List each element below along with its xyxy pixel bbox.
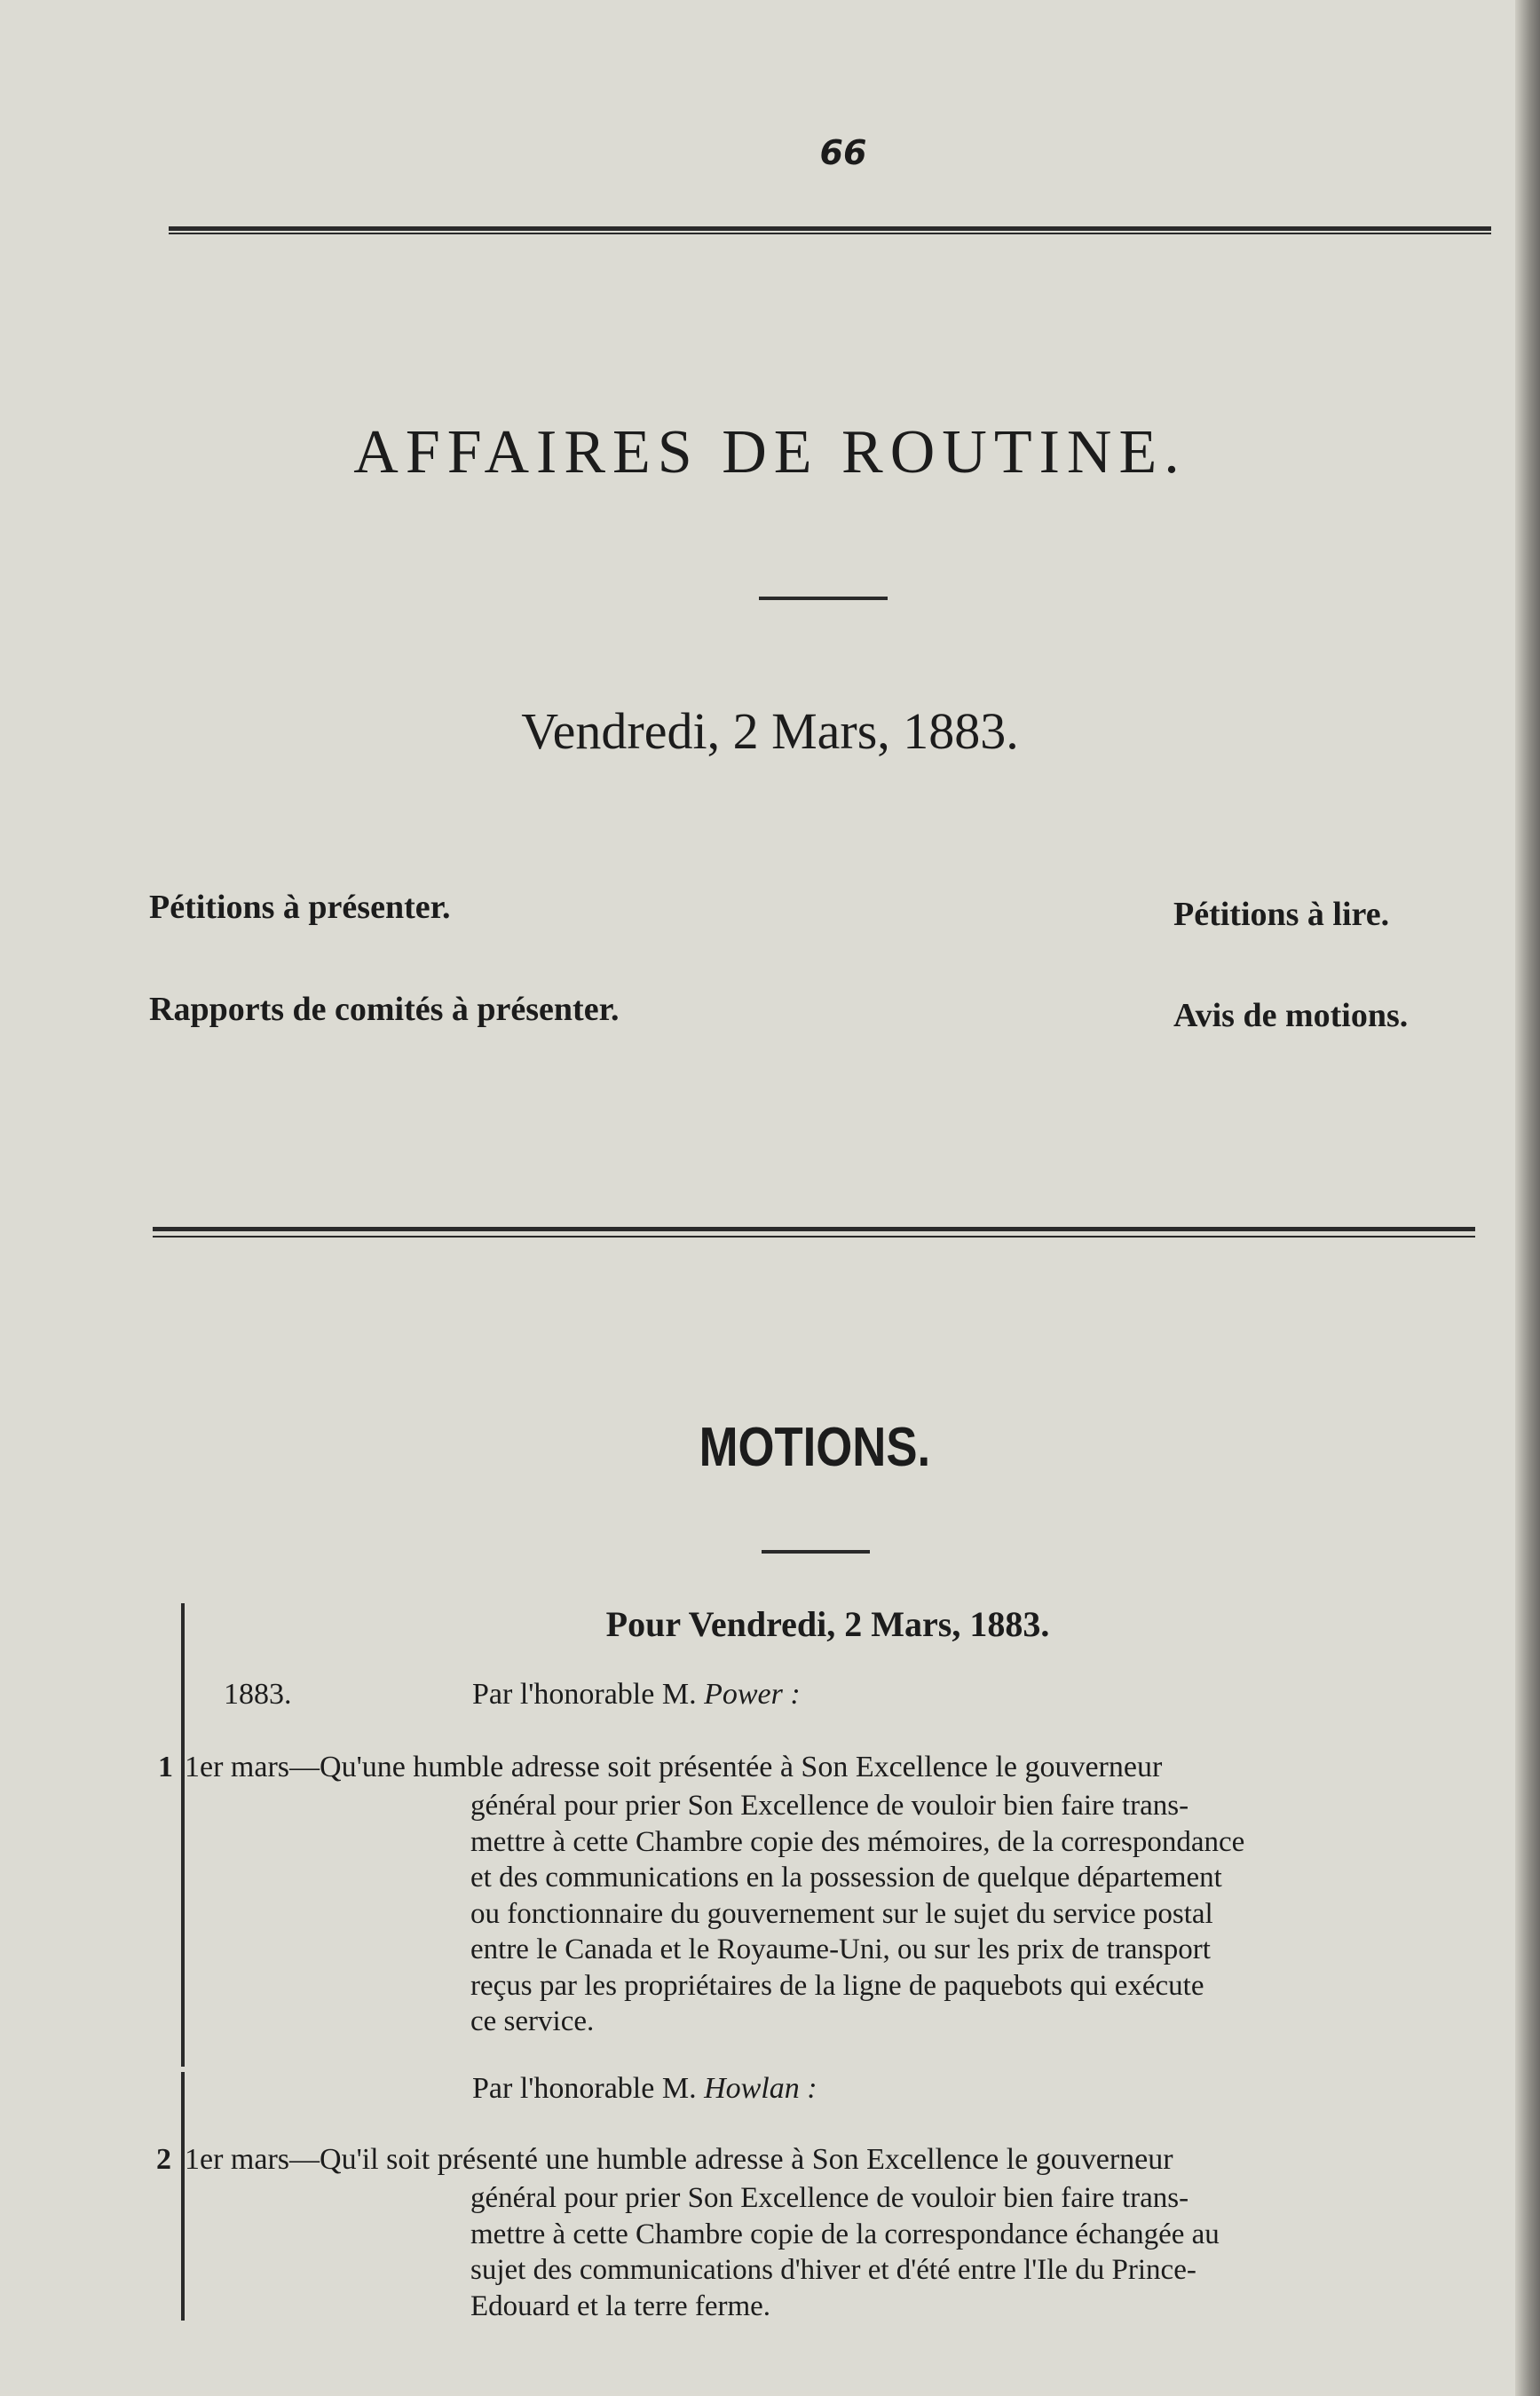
- motion-1-date-text: 1er mars—: [185, 1751, 320, 1783]
- motion-2-body: [470, 2180, 1481, 2324]
- routine-petitions-present: Pétitions à présenter.: [149, 889, 451, 926]
- top-rule: [169, 226, 1491, 231]
- motions-date-heading: Pour Vendredi, 2 Mars, 1883.: [605, 1604, 1050, 1644]
- motion-1-number: 1: [158, 1751, 173, 1783]
- section-title: AFFAIRES DE ROUTINE.: [353, 418, 1187, 486]
- date-heading: Vendredi, 2 Mars, 1883.: [521, 702, 1019, 760]
- motion-2-line: sujet des communications d'hiver et d'été entre l'Ile du Prince-: [470, 2254, 1196, 2286]
- motion-2-mover-prefix: Par l'honorable M.: [472, 2072, 697, 2105]
- motions-year: 1883.: [224, 1678, 292, 1711]
- motion-1-margin-bar: [181, 1603, 185, 2067]
- motions-heading: MOTIONS.: [699, 1417, 931, 1478]
- motion-1-line: ou fonctionnaire du gouvernement sur le sujet du service postal: [470, 1897, 1213, 1930]
- motion-2-date-text: 1er mars—: [185, 2143, 320, 2176]
- motion-1-mover: [472, 1678, 801, 1712]
- motion-1-line: et des communications en la possession de quelque département: [470, 1862, 1222, 1894]
- motion-2-line: mettre à cette Chambre copie de la correspondance échangée au: [470, 2218, 1220, 2250]
- motion-2-line: général pour prier Son Excellence de vouloir bien faire trans-: [470, 2182, 1189, 2214]
- motion-1-body: [470, 1788, 1481, 2040]
- motion-2-lead: Qu'il soit présenté une humble adresse à Son Excellence le gouverneur: [320, 2143, 1173, 2176]
- motion-2-date: [185, 2143, 1173, 2177]
- top-rule-thin: [169, 233, 1491, 234]
- page-number: 66: [819, 133, 867, 172]
- motion-1-line: ce service.: [470, 2005, 595, 2037]
- title-divider: [759, 597, 888, 600]
- motion-1-mover-prefix: Par l'honorable M.: [472, 1678, 697, 1711]
- motion-2-number: 2: [156, 2143, 171, 2176]
- routine-petitions-read: Pétitions à lire.: [1173, 896, 1390, 933]
- motion-2-margin-bar: [181, 2072, 185, 2321]
- motion-1-line: général pour prier Son Excellence de vouloir bien faire trans-: [470, 1790, 1189, 1822]
- motion-1-date: [185, 1751, 1162, 1784]
- motion-1-line: reçus par les propriétaires de la ligne de paquebots qui exécute: [470, 1969, 1204, 2002]
- motion-1-line: entre le Canada et le Royaume-Uni, ou sur les prix de transport: [470, 1933, 1211, 1965]
- motions-divider: [762, 1550, 870, 1554]
- motion-2-mover: [472, 2072, 817, 2106]
- motion-1-mover-name: Power :: [704, 1678, 801, 1711]
- motion-2-mover-name: Howlan :: [704, 2072, 817, 2105]
- motion-2-line: Edouard et la terre ferme.: [470, 2289, 771, 2322]
- motion-1-line: mettre à cette Chambre copie des mémoires, de la correspondance: [470, 1825, 1245, 1858]
- routine-reports-present: Rapports de comités à présenter.: [149, 991, 620, 1028]
- routine-notices-motions: Avis de motions.: [1173, 997, 1409, 1034]
- middle-rule-thin: [153, 1236, 1475, 1238]
- middle-rule: [153, 1227, 1475, 1231]
- book-spine-shadow: [1515, 0, 1540, 2396]
- motion-1-lead: Qu'une humble adresse soit présentée à Son Excellence le gouverneur: [320, 1751, 1163, 1783]
